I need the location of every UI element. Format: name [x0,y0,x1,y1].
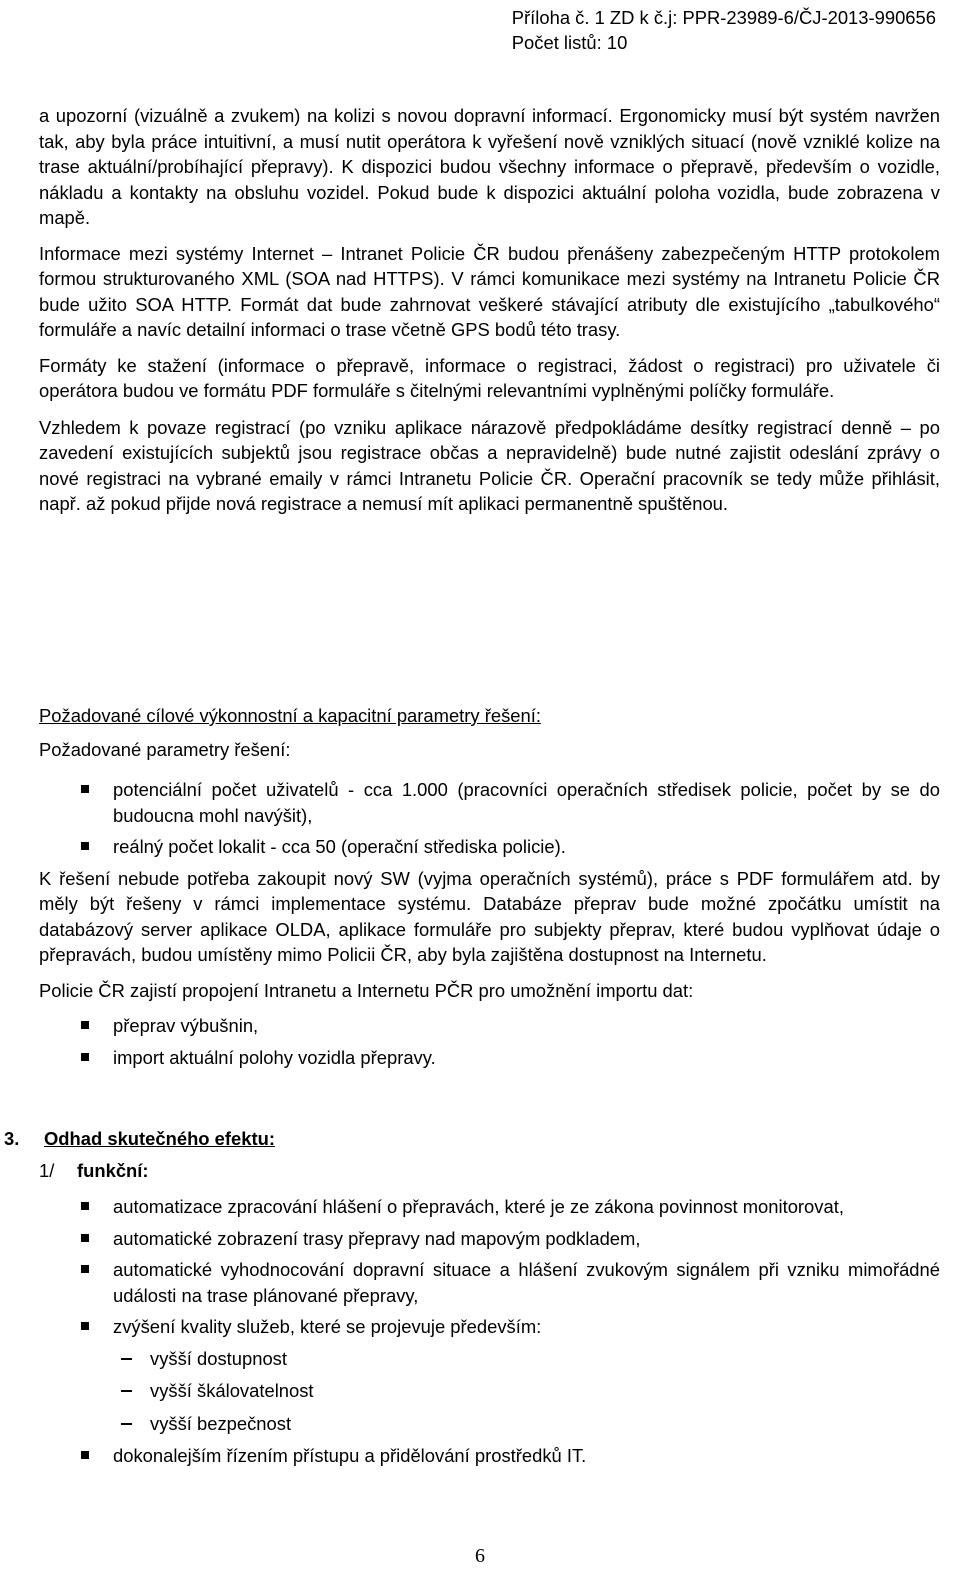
effects-list [39,1194,940,1340]
list-item: zvýšení kvality služeb, které se projevuje především: [39,1314,940,1340]
paragraph: K řešení nebude potřeba zakoupit nový SW (vyjma operačních systémů), práce s PDF formulářem atd. by měly být řešeny v rámci implementace systému. Databáze přeprav bude možné zpočátku umístit na databázový server aplikace OLDA, aplikace formuláře pro subjekty přeprav, které budou vyplňovat údaje o přepravách, budou umístěny mimo Policii ČR, aby byla zajištěna dostupnost na Internetu. [39,867,940,965]
list-item: dokonalejším řízením přístupu a přidělování prostředků IT. [39,1443,940,1469]
square-bullet-icon [81,1322,89,1330]
list-item: vyšší škálovatelnost [39,1378,940,1404]
header-sheet-count: Počet listů: 10 [511,32,628,53]
parameters-label: Požadované parametry řešení: [39,739,291,760]
page-number: 6 [475,1545,485,1567]
square-bullet-icon [81,1451,89,1459]
square-bullet-icon [81,1234,89,1242]
subsection-heading [39,1158,940,1184]
list-item: reálný počet lokalit - cca 50 (operační střediska policie). [39,834,940,860]
paragraph: Vzhledem k povaze registrací (po vzniku aplikace nárazově předpokládáme desítky registrací denně – po zavedení existujících subjektů jsou registrace občas a nepravidelně) bude nutné zajistit odeslání zprávy o nové registraci na vybrané emaily v rámci Intranetu Policie ČR. Operační pracovník se tedy může přihlásit, např. až pokud přijde nová registrace a nemusí mít aplikaci permanentně spuštěnou. [39,416,940,514]
list-item: automatické zobrazení trasy přepravy nad mapovým podkladem, [39,1226,940,1252]
list-item: vyšší bezpečnost [39,1411,940,1437]
dash-bullet-icon [121,1390,132,1392]
paragraph: Formáty ke stažení (informace o přepravě, informace o registraci, žádost o registraci) pro uživatele či operátora budou ve formátu PDF formuláře s čitelnými relevantními vyplněnými políčky formuláře. [39,354,940,401]
square-bullet-icon [81,785,89,793]
header-reference: Příloha č. 1 ZD k č.j: PPR-23989-6/ČJ-2013-990656 [511,7,936,28]
square-bullet-icon [81,842,89,850]
parameters-section [39,737,940,1076]
list-item: import aktuální polohy vozidla přepravy. [39,1045,940,1071]
paragraph: a upozorní (vizuálně a zvukem) na kolizi s novou dopravní informací. Ergonomicky musí být systém navržen tak, aby byla práce intuitivní, a musí nutit operátora k vyřešení nově vzniklých situací (nově vzniklé kolize na trase aktuální/probíhající přepravy). K dispozici budou všechny informace o přepravě, především o vozidle, nákladu a kontakty na obsluhu vozidel. Pokud bude k dispozici aktuální poloha vozidla, bude zobrazena v mapě. [39,105,940,228]
import-list [39,1013,940,1070]
paragraph: Informace mezi systémy Internet – Intranet Policie ČR budou přenášeny zabezpečeným HTTP protokolem formou strukturovaného XML (SOA nad HTTPS). V rámci komunikace mezi systémy na Intranetu Policie ČR bude užito SOA HTTP. Formát dat bude zahrnovat veškeré stávající atributy dle existujícího „tabulkového“ formuláře a navíc detailní informaci o trase včetně GPS bodů této trasy. [39,242,940,340]
body-text [39,103,940,517]
section-3 [4,1126,940,1475]
quality-list [39,1346,940,1437]
section-heading: Požadované cílové výkonnostní a kapacitní parametry řešení: [39,705,541,726]
section-3-heading [4,1126,940,1152]
list-item: automatizace zpracování hlášení o přepravách, které je ze zákona povinnost monitorovat, [39,1194,940,1220]
subsection-title: funkční: [77,1160,149,1181]
effects-list-end [39,1443,940,1469]
parameters-list [39,777,940,860]
dash-bullet-icon [121,1423,132,1425]
list-item: potenciální počet uživatelů - cca 1.000 (pracovníci operačních středisek policie, počet by se do budoucna mohl navýšit), [39,777,940,828]
square-bullet-icon [81,1053,89,1061]
paragraph: Policie ČR zajistí propojení Intranetu a Internetu PČR pro umožnění importu dat: [39,979,694,1001]
list-item: přeprav výbušnin, [39,1013,940,1039]
square-bullet-icon [81,1202,89,1210]
list-item: vyšší dostupnost [39,1346,940,1372]
section-title: Odhad skutečného efektu: [44,1128,275,1149]
section-number: 3. [4,1128,20,1149]
square-bullet-icon [81,1021,89,1029]
dash-bullet-icon [121,1358,132,1360]
list-item: automatické vyhodnocování dopravní situace a hlášení zvukovým signálem při vzniku mimořádné události na trase plánované přepravy, [39,1257,940,1308]
page-header [512,5,936,55]
subsection-number: 1/ [39,1160,55,1181]
square-bullet-icon [81,1265,89,1273]
